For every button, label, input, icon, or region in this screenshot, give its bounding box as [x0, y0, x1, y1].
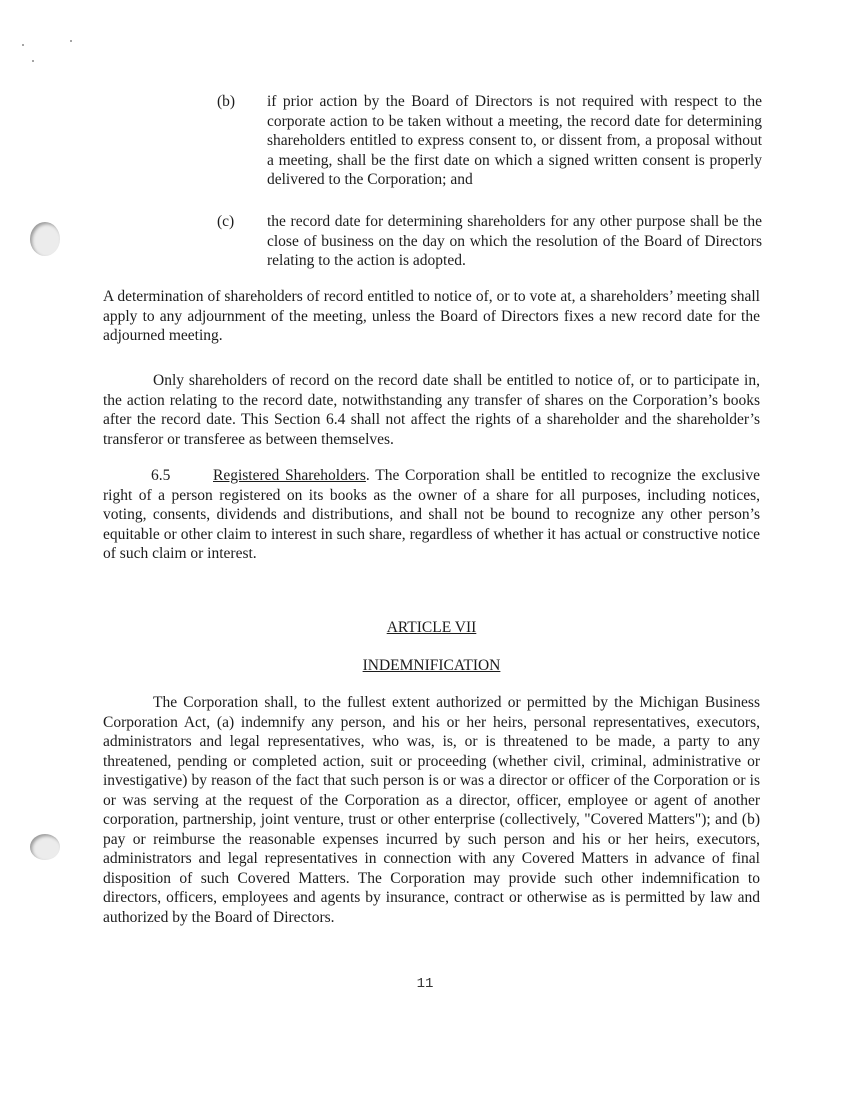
list-label: (c) — [217, 213, 235, 230]
section-number: 6.5 — [151, 467, 171, 484]
article-subtitle — [103, 656, 760, 676]
section-heading: Registered Shareholders — [213, 467, 366, 484]
scan-speck — [22, 44, 24, 46]
section-6-5 — [103, 466, 760, 564]
paragraph-record-date: Only shareholders of record on the record date shall be entitled to notice of, or to participate in, the action relating to the record date, notwithstanding any transfer of shares on the Corporation’s books after the record date. This Section 6.4 shall not affect the rights of a shareholder and the shareholder’s transferor or transferee as between themselves. — [103, 372, 760, 448]
section-text: The Corporation shall be entitled to recognize the exclusive right of a person registered on its books as the owner of a share for all purposes, including notices, voting, consents, dividends and distributions, and shall not be bound to recognize any other person’s equitable or other claim to interest in such share, regardless of whether it has actual or constructive notice of such claim or interest. — [103, 467, 760, 562]
scan-speck — [70, 40, 72, 42]
scan-speck — [32, 60, 34, 62]
article-subtitle-text: INDEMNIFICATION — [362, 657, 501, 674]
list-item-text: if prior action by the Board of Directors is not required with respect to the corporate action to be taken without a meeting, the record date for determining shareholders entitled to express consent to, or dissent from, a proposal without a meeting, shall be the first date on which a signed written consent is properly delivered to the Corporation; and — [267, 93, 762, 188]
punch-hole — [30, 222, 60, 256]
punch-hole — [30, 834, 60, 860]
section-heading-punct: . — [365, 467, 370, 484]
paragraph-indemnification: The Corporation shall, to the fullest extent authorized or permitted by the Michigan Business Corporation Act, (a) indemnify any person, and his or her heirs, personal representatives, executors, administrators and legal representatives, who was, is, or is threatened to be made, a party to any threatened, pending or completed action, suit or proceeding (whether civil, criminal, administrative or investigative) by reason of the fact that such person is or was a director or officer of the Corporation or is or was serving at the request of the Corporation as a director, officer, employee or agent of another corporation, partnership, joint venture, trust or other enterprise (collectively, "Covered Matters"); and (b) pay or reimburse the reasonable expenses incurred by such person and his or her heirs, executors, administrators and legal representatives in connection with any Covered Matters in advance of final disposition of such Covered Matters. The Corporation may provide such other indemnification to directors, officers, employees and agents by insurance, contract or otherwise as is permitted by law and authorized by the Board of Directors. — [103, 694, 760, 926]
list-item-text: the record date for determining shareholders for any other purpose shall be the close of business on the day on which the resolution of the Board of Directors relating to the action is adopted. — [267, 213, 762, 269]
article-title — [103, 618, 760, 638]
paragraph-adjournment: A determination of shareholders of record entitled to notice of, or to vote at, a shareholders’ meeting shall apply to any adjournment of the meeting, unless the Board of Directors fixes a new record date for the adjourned meeting. — [103, 288, 760, 344]
page-number: 11 — [416, 976, 434, 992]
article-title-text: ARTICLE VII — [386, 619, 477, 636]
list-label: (b) — [217, 93, 236, 110]
